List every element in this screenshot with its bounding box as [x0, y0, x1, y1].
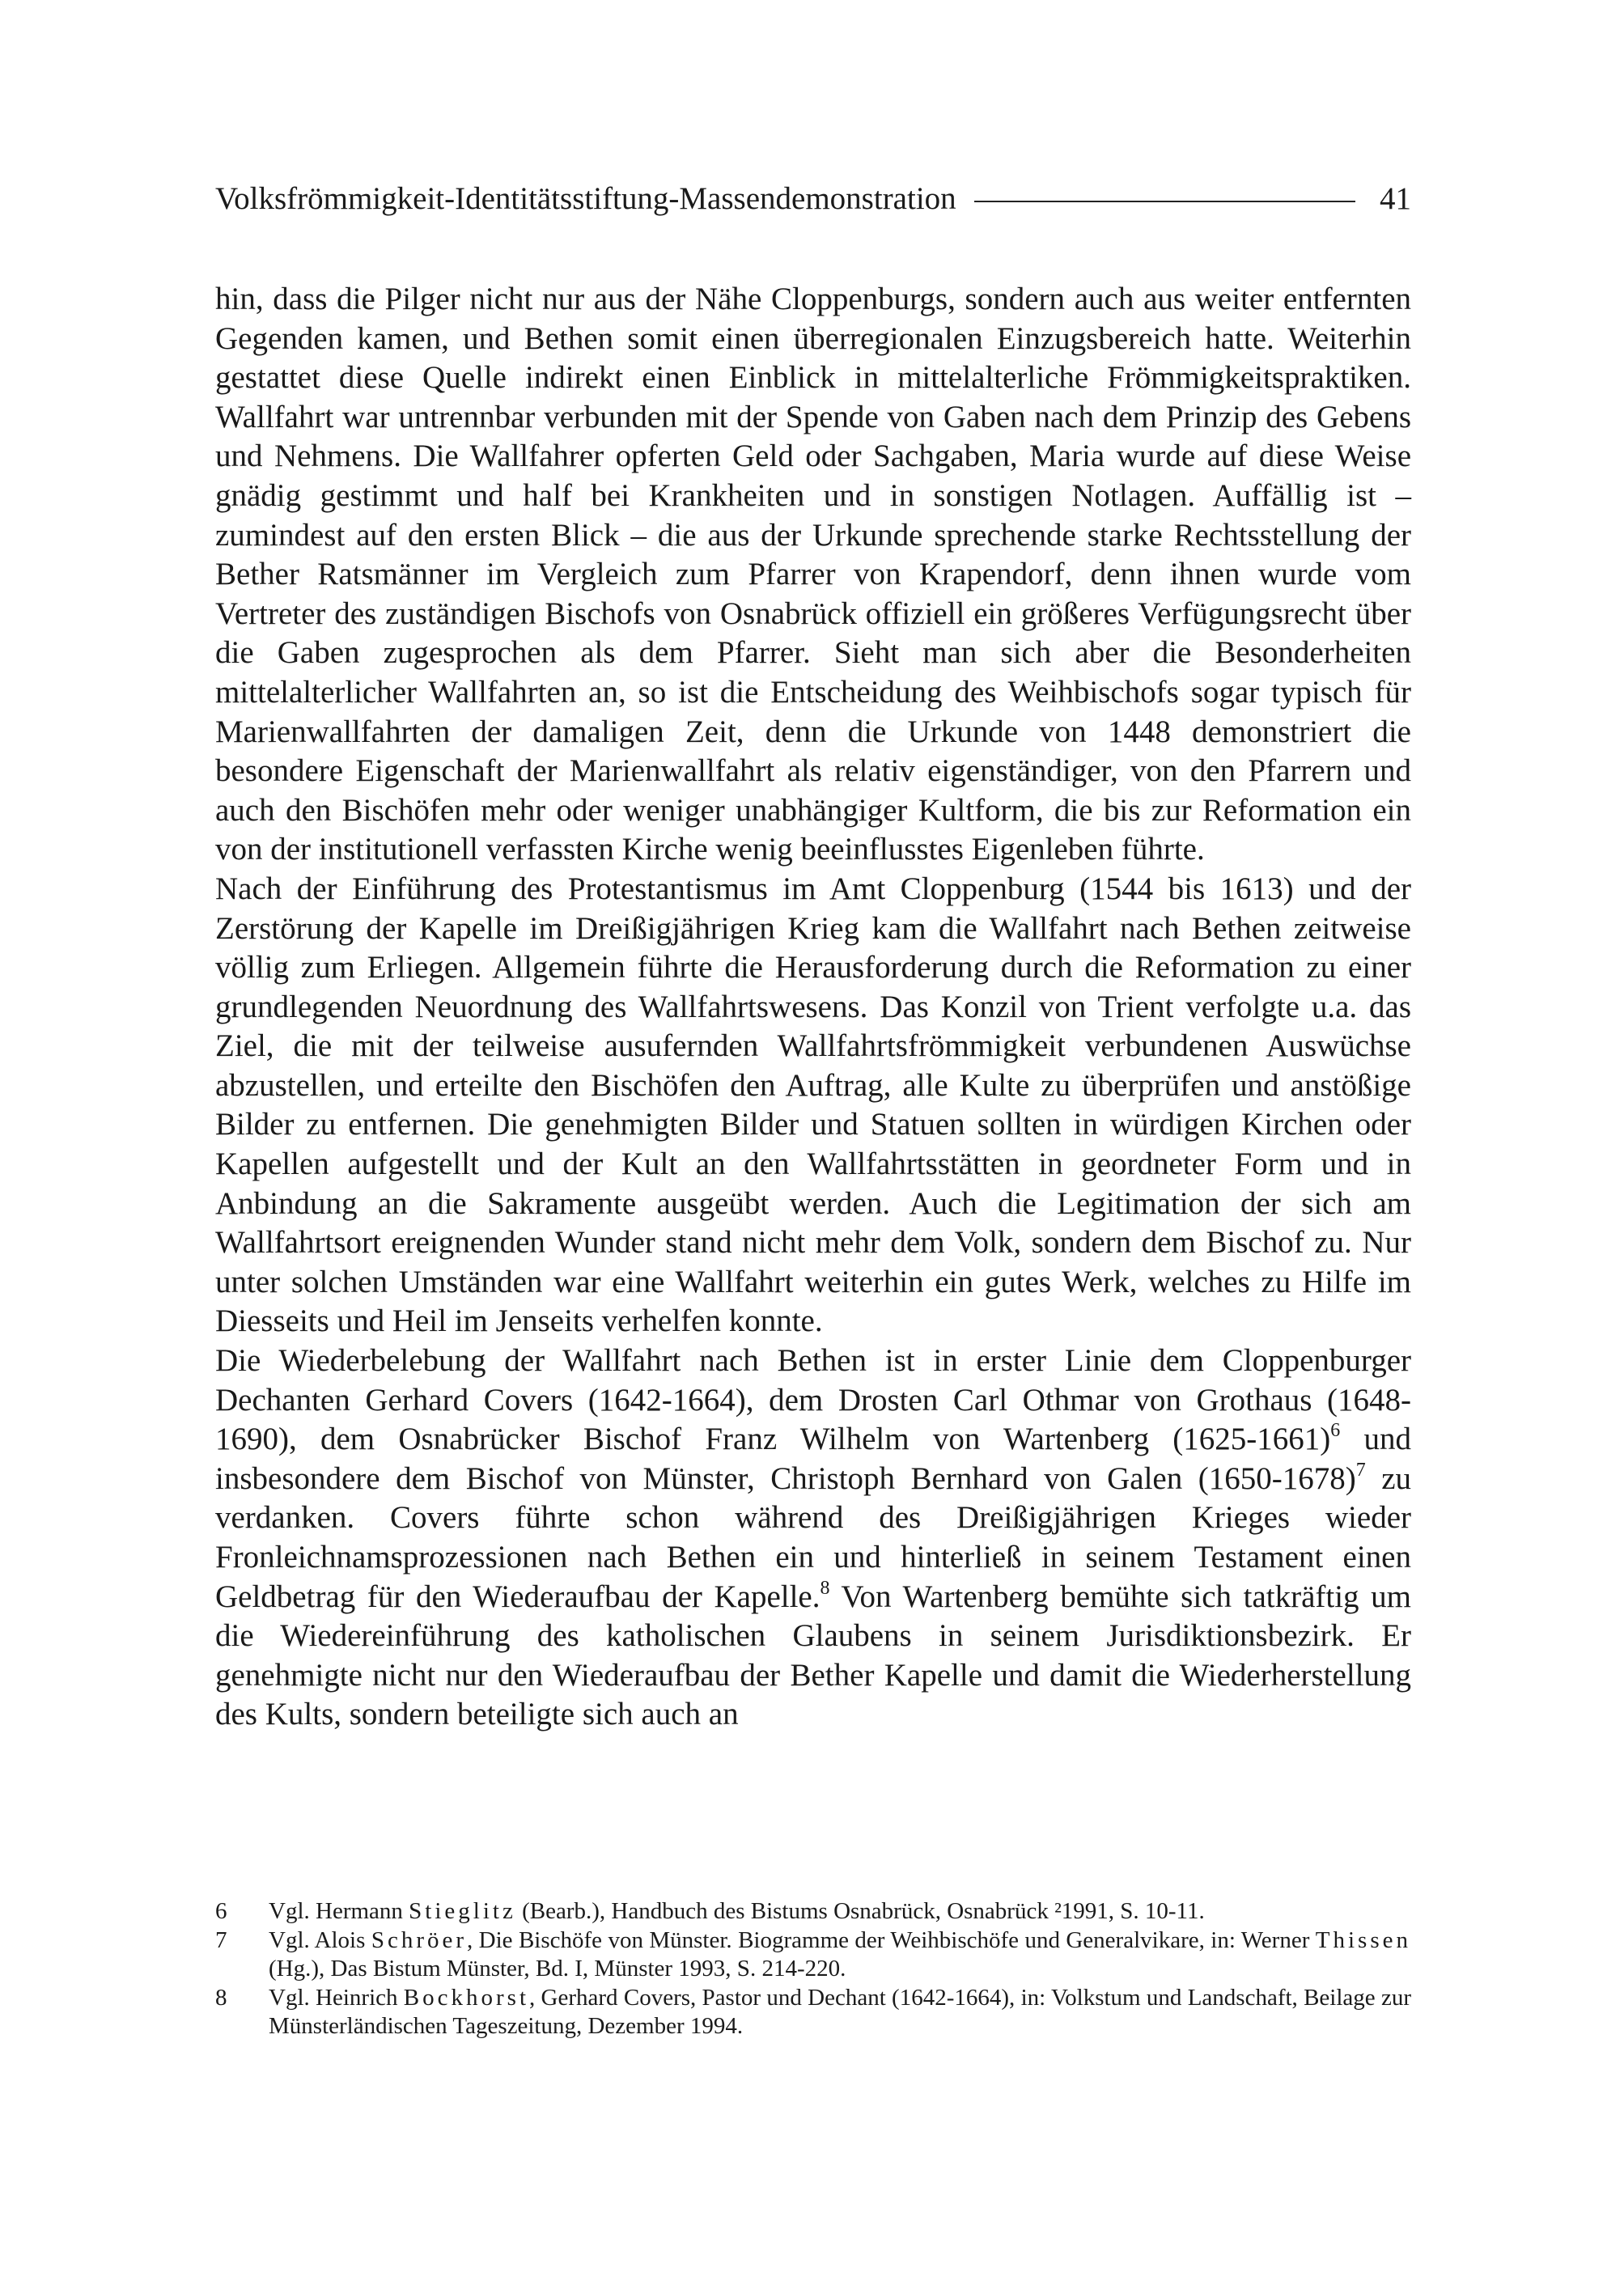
footnote-text-part: , Gerhard Covers, Pastor und Dechant (1642-1664), in: Volkstum und Landschaft, Beilage zur Münsterländischen Tageszeitung, Dezember 1994. — [269, 1984, 1411, 2039]
header-rule — [974, 201, 1355, 202]
paragraph-1: hin, dass die Pilger nicht nur aus der Nähe Cloppenburgs, sondern auch aus weiter entfernten Gegenden kamen, und Bethen somit einen überregionalen Einzugsbereich hatte. Weiterhin gestattet diese Quelle indirekt einen Einblick in mittelalterliche Frömmigkeitspraktiken. Wallfahrt war untrennbar verbunden mit der Spende von Gaben nach dem Prinzip des Gebens und Nehmens. Die Wallfahrer opferten Geld oder Sachgaben, Maria wurde auf diese Weise gnädig gestimmt und half bei Krankheiten und in sonstigen Notlagen. Auffällig ist – zumindest auf den ersten Blick – die aus der Urkunde sprechende starke Rechtsstellung der Bether Ratsmänner im Vergleich zum Pfarrer von Krapendorf, denn ihnen wurde vom Vertreter des zuständigen Bischofs von Osnabrück offiziell ein größeres Verfügungsrecht über die Gaben zugesprochen als dem Pfarrer. Sieht man sich aber die Besonderheiten mittelalterlicher Wallfahrten an, so ist die Entscheidung des Weihbischofs sogar typisch für Marienwallfahrten der damaligen Zeit, denn die Urkunde von 1448 demonstriert die besondere Eigenschaft der Marienwallfahrt als relativ eigenständiger, von den Pfarrern und auch den Bischöfen mehr oder weniger unabhängiger Kultform, die bis zur Reformation ein von der institutionell verfassten Kirche wenig beeinflusstes Eigenleben führte. — [215, 282, 1411, 867]
paragraph-3-part-d: Von Wartenberg bemühte sich tatkräftig um die Wiedereinführung des katholischen Glaubens in seinem Jurisdiktionsbezirk. Er genehmigte nicht nur den Wiederaufbau der Bether Kapelle und damit die Wiederherstellung des Kults, sondern beteiligte sich auch an — [215, 1579, 1411, 1732]
footnote-number: 8 — [215, 1984, 227, 2011]
footnote-6 — [215, 1897, 1411, 1926]
footnote-editor: Thissen — [1315, 1926, 1411, 1953]
footnote-number: 7 — [215, 1926, 227, 1953]
footnote-text — [269, 1897, 1411, 1926]
footnote-ref-8[interactable]: 8 — [820, 1577, 830, 1599]
footnote-author: Stieglitz — [409, 1898, 516, 1924]
paragraph-3-part-c: zu verdanken. Covers führte schon während des Dreißigjährigen Krieges wieder Fronleichnamsprozessionen nach Bethen ein und hinterließ in seinem Testament einen Geldbetrag für den Wiederaufbau der Kapelle. — [215, 1460, 1412, 1614]
footnote-ref-7[interactable]: 7 — [1355, 1459, 1366, 1481]
footnote-7 — [215, 1926, 1411, 1984]
footnote-ref-6[interactable]: 6 — [1330, 1420, 1341, 1442]
page-number: 41 — [1380, 181, 1411, 216]
main-text — [215, 280, 1411, 1735]
footnote-text-part: , Die Bischöfe von Münster. Biogramme der Weihbischöfe und Generalvikare, in: Werner — [467, 1926, 1316, 1953]
footnote-text-part: Vgl. Hermann — [269, 1898, 409, 1924]
paragraph-3-part-a: Die Wiederbelebung der Wallfahrt nach Bethen ist in erster Linie dem Cloppenburger Dechanten Gerhard Covers (1642-1664), dem Drosten Carl Othmar von Grothaus (1648-1690), dem Osnabrücker Bischof Franz Wilhelm von Wartenberg (1625-1661) — [215, 1343, 1411, 1457]
running-header — [215, 180, 1411, 218]
footnote-number: 6 — [215, 1898, 227, 1924]
footnote-author: Bockhorst — [403, 1984, 530, 2011]
footnote-text-part: Vgl. Heinrich — [269, 1984, 404, 2011]
paragraph-3 — [215, 1341, 1411, 1735]
footnote-text — [269, 1926, 1411, 1984]
footnote-text-part: Vgl. Alois — [269, 1926, 371, 1953]
header-title: Volksfrömmigkeit-Identitätsstiftung-Massendemonstration — [215, 181, 956, 216]
paragraph-3-part-b: und insbesondere dem Bischof von Münster, Christoph Bernhard von Galen (1650-1678) — [215, 1422, 1411, 1496]
footnote-text — [269, 1984, 1411, 2041]
paragraph-2: Nach der Einführung des Protestantismus im Amt Cloppenburg (1544 bis 1613) und der Zerstörung der Kapelle im Dreißigjährigen Krieg kam die Wallfahrt nach Bethen zeitweise völlig zum Erliegen. Allgemein führte die Herausforderung durch die Reformation zu einer grundlegenden Neuordnung des Wallfahrtswesens. Das Konzil von Trient verfolgte u.a. das Ziel, die mit der teilweise ausufernden Wallfahrtsfrömmigkeit verbundenen Auswüchse abzustellen, und erteilte den Bischöfen den Auftrag, alle Kulte zu überprüfen und anstößige Bilder zu entfernen. Die genehmigten Bilder und Statuen sollten in würdigen Kirchen oder Kapellen aufgestellt und der Kult an den Wallfahrtsstätten in geordneter Form und in Anbindung an die Sakramente ausgeübt werden. Auch die Legitimation der sich am Wallfahrtsort ereignenden Wunder stand nicht mehr dem Volk, sondern dem Bischof zu. Nur unter solchen Umständen war eine Wallfahrt weiterhin ein gutes Werk, welches zu Hilfe im Diesseits und Heil im Jenseits verhelfen konnte. — [215, 871, 1411, 1339]
footnote-text-part: (Bearb.), Handbuch des Bistums Osnabrück, Osnabrück ²1991, S. 10-11. — [515, 1898, 1205, 1924]
footnote-text-part: (Hg.), Das Bistum Münster, Bd. I, Münster 1993, S. 214-220. — [269, 1956, 846, 1981]
footnotes — [215, 1897, 1411, 2041]
footnote-8 — [215, 1984, 1411, 2041]
footnote-author: Schröer — [371, 1926, 468, 1953]
